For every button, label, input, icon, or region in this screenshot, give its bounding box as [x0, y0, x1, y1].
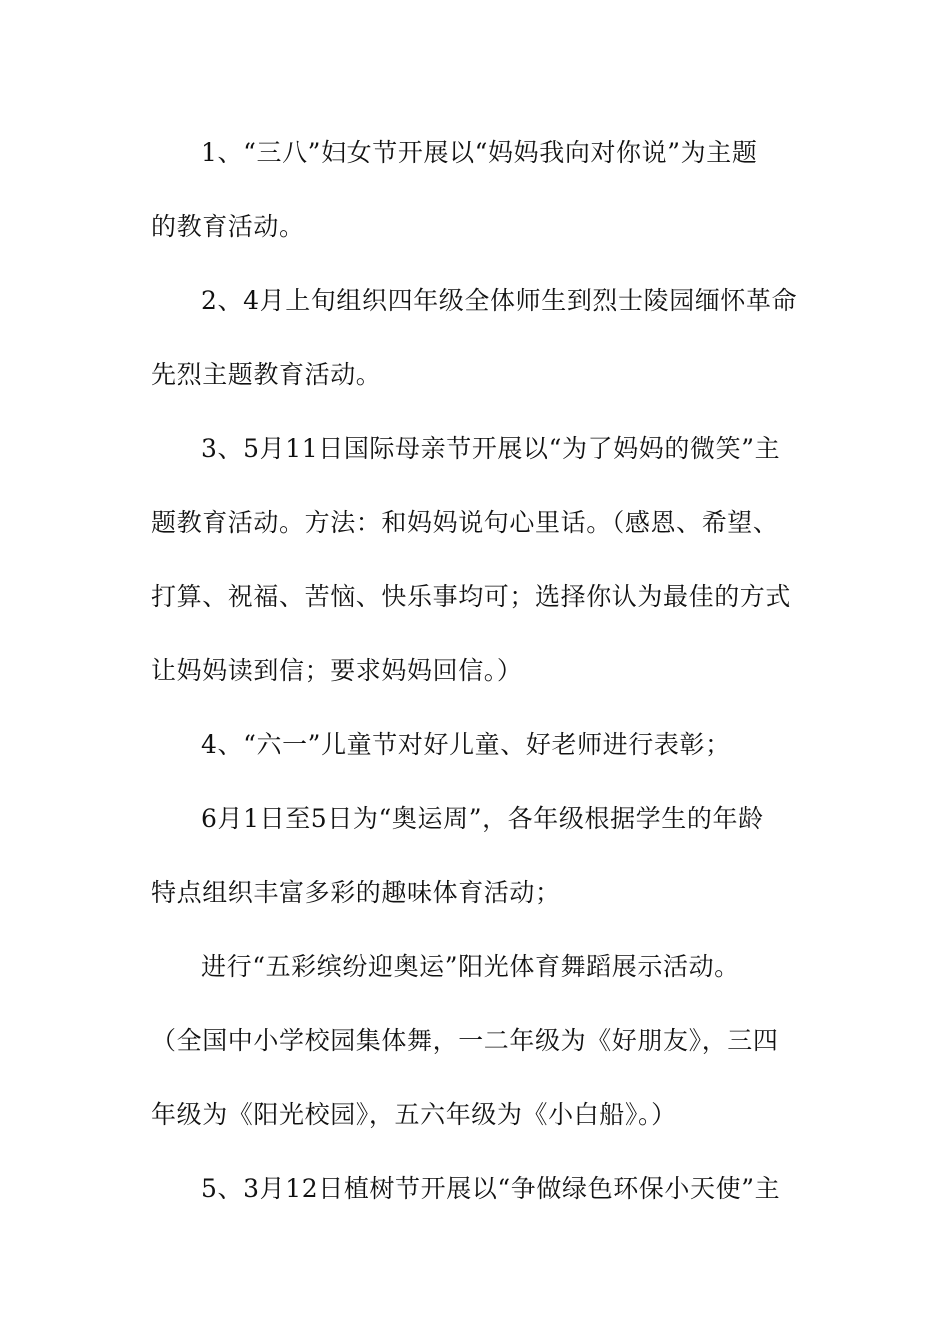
text-line: 5、3月12日植树节开展以“争做绿色环保小天使”主 [201, 1174, 781, 1203]
text-line: 打算、祝福、苦恼、快乐事均可；选择你认为最佳的方式 [151, 582, 792, 611]
text-line: 先烈主题教育活动。 [151, 360, 382, 389]
text-line: 让妈妈读到信；要求妈妈回信。） [151, 656, 523, 685]
text-line: 的教育活动。 [151, 212, 305, 241]
text-line: 4、“六一”儿童节对好儿童、好老师进行表彰； [201, 730, 731, 759]
text-line: 1、“三八”妇女节开展以“妈妈我向对你说”为主题 [201, 138, 758, 167]
text-line: 6月1日至5日为“奥运周”，各年级根据学生的年龄 [201, 804, 764, 833]
text-line: 年级为《阳光校园》，五六年级为《小白船》。） [151, 1100, 677, 1129]
text-line: 进行“五彩缤纷迎奥运”阳光体育舞蹈展示活动。 [201, 952, 740, 981]
text-line: 3、5月11日国际母亲节开展以“为了妈妈的微笑”主 [201, 434, 781, 463]
text-line: 题教育活动。方法：和妈妈说句心里话。（感恩、希望、 [151, 508, 779, 537]
text-line: （全国中小学校园集体舞，一二年级为《好朋友》，三四 [151, 1026, 779, 1055]
text-line: 2、4月上旬组织四年级全体师生到烈士陵园缅怀革命 [201, 286, 798, 315]
text-line: 特点组织丰富多彩的趣味体育活动； [151, 878, 561, 907]
